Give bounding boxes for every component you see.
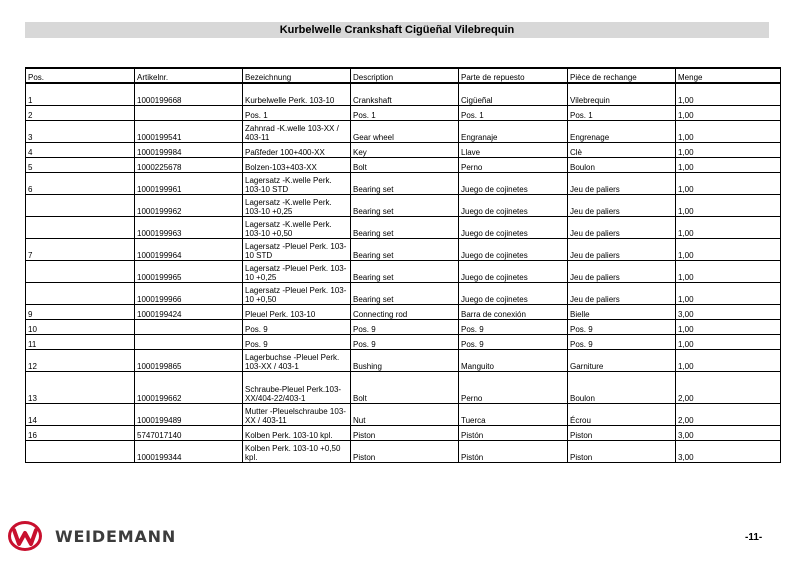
piece-de-rechange-cell: Clè [568,143,676,158]
pos-cell: 1 [26,83,135,106]
bezeichnung-cell: Lagersatz -Pleuel Perk. 103-10 +0,25 [243,261,351,283]
menge-cell: 1,00 [676,195,781,217]
table-row [26,335,781,350]
artikelnr-cell: 5747017140 [135,426,243,441]
piece-de-rechange-cell: Vilebrequin [568,83,676,106]
table-row [26,441,781,463]
menge-cell: 2,00 [676,404,781,426]
artikelnr-cell: 1000199961 [135,173,243,195]
table-row [26,158,781,173]
table-row [26,143,781,158]
table-row [26,106,781,121]
pos-cell: 4 [26,143,135,158]
pos-cell [26,283,135,305]
table-row [26,83,781,106]
menge-cell: 1,00 [676,335,781,350]
parte-de-repuesto-cell: Pistón [459,426,568,441]
table-header-row [26,68,781,83]
piece-de-rechange-cell: Bielle [568,305,676,320]
table-row [26,121,781,143]
piece-de-rechange-cell: Jeu de paliers [568,239,676,261]
column-header-bezeichnung: Bezeichnung [243,68,351,83]
piece-de-rechange-cell: Piston [568,426,676,441]
parte-de-repuesto-cell: Juego de cojinetes [459,173,568,195]
table-row [26,426,781,441]
artikelnr-cell [135,335,243,350]
pos-cell [26,441,135,463]
description-cell: Key [351,143,459,158]
parte-de-repuesto-cell: Cigüeñal [459,83,568,106]
menge-cell: 1,00 [676,217,781,239]
artikelnr-cell: 1000199965 [135,261,243,283]
piece-de-rechange-cell: Pos. 1 [568,106,676,121]
description-cell: Bearing set [351,217,459,239]
piece-de-rechange-cell: Jeu de paliers [568,283,676,305]
table-row [26,173,781,195]
description-cell: Piston [351,426,459,441]
column-header-menge: Menge [676,68,781,83]
table-row [26,195,781,217]
artikelnr-cell: 1000199424 [135,305,243,320]
pos-cell: 14 [26,404,135,426]
description-cell: Connecting rod [351,305,459,320]
description-cell: Pos. 9 [351,335,459,350]
page-number: -11- [745,532,763,543]
menge-cell: 3,00 [676,441,781,463]
parte-de-repuesto-cell: Juego de cojinetes [459,239,568,261]
parte-de-repuesto-cell: Juego de cojinetes [459,195,568,217]
artikelnr-cell [135,320,243,335]
menge-cell: 1,00 [676,320,781,335]
menge-cell: 2,00 [676,372,781,404]
parte-de-repuesto-cell: Manguito [459,350,568,372]
bezeichnung-cell: Lagersatz -K.welle Perk. 103-10 +0,50 [243,217,351,239]
bezeichnung-cell: Pleuel Perk. 103-10 [243,305,351,320]
piece-de-rechange-cell: Jeu de paliers [568,261,676,283]
description-cell: Bolt [351,158,459,173]
pos-cell [26,195,135,217]
parte-de-repuesto-cell: Juego de cojinetes [459,261,568,283]
pos-cell: 12 [26,350,135,372]
column-header-parte-de-repuesto: Parte de repuesto [459,68,568,83]
parte-de-repuesto-cell: Tuerca [459,404,568,426]
table-row [26,239,781,261]
parts-table [25,67,781,463]
parte-de-repuesto-cell: Pos. 9 [459,320,568,335]
table-row [26,261,781,283]
piece-de-rechange-cell: Écrou [568,404,676,426]
parte-de-repuesto-cell: Pos. 9 [459,335,568,350]
pos-cell: 7 [26,239,135,261]
artikelnr-cell: 1000199963 [135,217,243,239]
table-row [26,350,781,372]
piece-de-rechange-cell: Pos. 9 [568,320,676,335]
bezeichnung-cell: Lagersatz -K.welle Perk. 103-10 +0,25 [243,195,351,217]
bezeichnung-cell: Lagerbuchse -Pleuel Perk. 103-XX / 403-1 [243,350,351,372]
pos-cell: 13 [26,372,135,404]
artikelnr-cell: 1000199962 [135,195,243,217]
piece-de-rechange-cell: Garniture [568,350,676,372]
bezeichnung-cell: Bolzen-103+403-XX [243,158,351,173]
parte-de-repuesto-cell: Pistón [459,441,568,463]
page-title: Kurbelwelle Crankshaft Cigüeñal Vilebrequin [25,22,769,38]
menge-cell: 1,00 [676,261,781,283]
pos-cell: 10 [26,320,135,335]
parte-de-repuesto-cell: Pos. 1 [459,106,568,121]
description-cell: Pos. 9 [351,320,459,335]
pos-cell: 16 [26,426,135,441]
piece-de-rechange-cell: Pos. 9 [568,335,676,350]
menge-cell: 1,00 [676,283,781,305]
weidemann-logo-icon [8,521,42,551]
bezeichnung-cell: Paßfeder 100+400-XX [243,143,351,158]
bezeichnung-cell: Kurbelwelle Perk. 103-10 [243,83,351,106]
description-cell: Bearing set [351,261,459,283]
piece-de-rechange-cell: Jeu de paliers [568,195,676,217]
column-header-artikelnr: Artikelnr. [135,68,243,83]
table-row [26,217,781,239]
menge-cell: 3,00 [676,426,781,441]
artikelnr-cell: 1000225678 [135,158,243,173]
bezeichnung-cell: Pos. 9 [243,335,351,350]
parte-de-repuesto-cell: Juego de cojinetes [459,217,568,239]
menge-cell: 3,00 [676,305,781,320]
pos-cell: 9 [26,305,135,320]
parte-de-repuesto-cell: Barra de conexión [459,305,568,320]
description-cell: Bearing set [351,239,459,261]
piece-de-rechange-cell: Boulon [568,158,676,173]
bezeichnung-cell: Lagersatz -K.welle Perk. 103-10 STD [243,173,351,195]
piece-de-rechange-cell: Engrenage [568,121,676,143]
description-cell: Bushing [351,350,459,372]
description-cell: Bearing set [351,173,459,195]
table-row [26,320,781,335]
column-header-description: Description [351,68,459,83]
artikelnr-cell: 1000199984 [135,143,243,158]
pos-cell [26,261,135,283]
piece-de-rechange-cell: Boulon [568,372,676,404]
menge-cell: 1,00 [676,239,781,261]
artikelnr-cell: 1000199344 [135,441,243,463]
artikelnr-cell: 1000199668 [135,83,243,106]
table-row [26,372,781,404]
menge-cell: 1,00 [676,158,781,173]
menge-cell: 1,00 [676,173,781,195]
artikelnr-cell: 1000199662 [135,372,243,404]
parte-de-repuesto-cell: Engranaje [459,121,568,143]
pos-cell: 6 [26,173,135,195]
pos-cell: 11 [26,335,135,350]
menge-cell: 1,00 [676,143,781,158]
pos-cell [26,217,135,239]
description-cell: Gear wheel [351,121,459,143]
description-cell: Pos. 1 [351,106,459,121]
column-header-piece-de-rechange: Pièce de rechange [568,68,676,83]
parte-de-repuesto-cell: Perno [459,372,568,404]
piece-de-rechange-cell: Jeu de paliers [568,173,676,195]
description-cell: Bolt [351,372,459,404]
description-cell: Bearing set [351,283,459,305]
table-row [26,283,781,305]
parte-de-repuesto-cell: Llave [459,143,568,158]
table-row [26,404,781,426]
brand-name: WEIDEMANN [55,527,177,546]
description-cell: Piston [351,441,459,463]
artikelnr-cell [135,106,243,121]
artikelnr-cell: 1000199964 [135,239,243,261]
artikelnr-cell: 1000199865 [135,350,243,372]
parte-de-repuesto-cell: Perno [459,158,568,173]
artikelnr-cell: 1000199966 [135,283,243,305]
parts-table-body [26,83,781,463]
column-header-pos: Pos. [26,68,135,83]
menge-cell: 1,00 [676,83,781,106]
parte-de-repuesto-cell: Juego de cojinetes [459,283,568,305]
bezeichnung-cell: Kolben Perk. 103-10 kpl. [243,426,351,441]
pos-cell: 5 [26,158,135,173]
menge-cell: 1,00 [676,106,781,121]
bezeichnung-cell: Pos. 1 [243,106,351,121]
piece-de-rechange-cell: Jeu de paliers [568,217,676,239]
bezeichnung-cell: Lagersatz -Pleuel Perk. 103-10 STD [243,239,351,261]
bezeichnung-cell: Schraube-Pleuel Perk.103-XX/404-22/403-1 [243,372,351,404]
description-cell: Crankshaft [351,83,459,106]
table-row [26,305,781,320]
artikelnr-cell: 1000199541 [135,121,243,143]
bezeichnung-cell: Lagersatz -Pleuel Perk. 103-10 +0,50 [243,283,351,305]
pos-cell: 3 [26,121,135,143]
bezeichnung-cell: Mutter -Pleuelschraube 103-XX / 403-11 [243,404,351,426]
artikelnr-cell: 1000199489 [135,404,243,426]
description-cell: Nut [351,404,459,426]
bezeichnung-cell: Pos. 9 [243,320,351,335]
menge-cell: 1,00 [676,350,781,372]
menge-cell: 1,00 [676,121,781,143]
pos-cell: 2 [26,106,135,121]
bezeichnung-cell: Zahnrad -K.welle 103-XX / 403-11 [243,121,351,143]
description-cell: Bearing set [351,195,459,217]
bezeichnung-cell: Kolben Perk. 103-10 +0,50 kpl. [243,441,351,463]
piece-de-rechange-cell: Piston [568,441,676,463]
